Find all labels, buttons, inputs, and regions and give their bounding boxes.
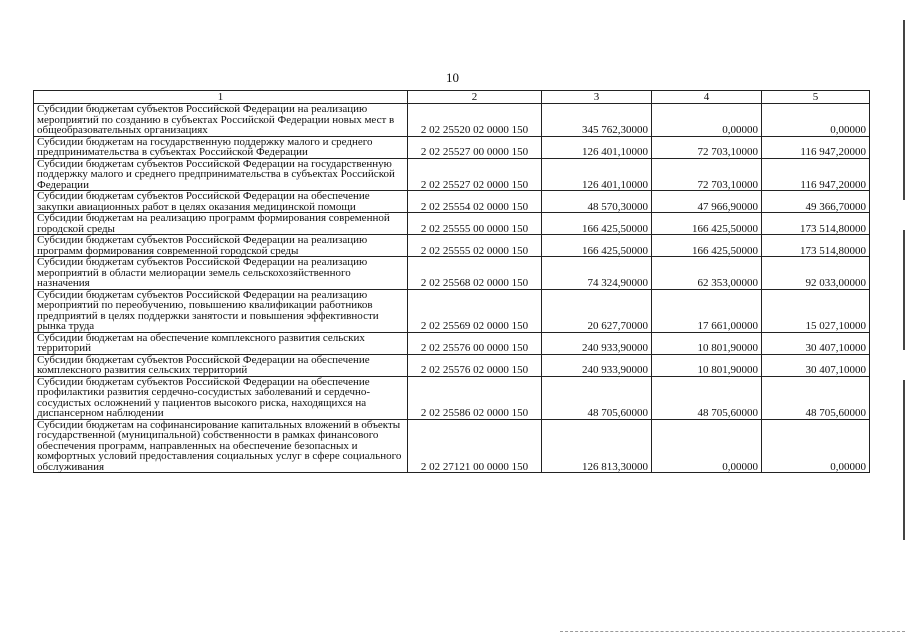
row-value: 0,00000 (652, 104, 762, 137)
row-name: Субсидии бюджетам субъектов Российской Федерации на реализацию программ формирования современной городской среды (34, 235, 408, 257)
row-value: 240 933,90000 (542, 332, 652, 354)
row-value: 92 033,00000 (762, 257, 870, 290)
row-value: 173 514,80000 (762, 213, 870, 235)
table-row (34, 235, 870, 257)
row-name: Субсидии бюджетам на реализацию программ формирования современной городской среды (34, 213, 408, 235)
row-code: 2 02 27121 00 0000 150 (408, 419, 542, 473)
row-value: 72 703,10000 (652, 136, 762, 158)
table-row (34, 354, 870, 376)
row-code: 2 02 25555 00 0000 150 (408, 213, 542, 235)
column-header: 4 (652, 91, 762, 104)
row-value: 0,00000 (652, 419, 762, 473)
row-name: Субсидии бюджетам субъектов Российской Федерации на обеспечение профилактики развития сердечно-сосудистых заболеваний и сердечно-сосудистых осложнений у пациентов высокого риска, находящихся на диспансерном наблюдении (34, 376, 408, 419)
row-code: 2 02 25568 02 0000 150 (408, 257, 542, 290)
table-row (34, 213, 870, 235)
row-value: 345 762,30000 (542, 104, 652, 137)
row-name: Субсидии бюджетам субъектов Российской Федерации на государственную поддержку малого и среднего предпринимательства в субъектах Российской Федерации (34, 158, 408, 191)
row-value: 72 703,10000 (652, 158, 762, 191)
table-row (34, 376, 870, 419)
table-row (34, 332, 870, 354)
row-value: 17 661,00000 (652, 289, 762, 332)
row-name: Субсидии бюджетам субъектов Российской Федерации на реализацию мероприятий в области мелиорации земель сельскохозяйственного назначения (34, 257, 408, 290)
table-row (34, 419, 870, 473)
table-row (34, 191, 870, 213)
row-code: 2 02 25555 02 0000 150 (408, 235, 542, 257)
row-value: 48 705,60000 (542, 376, 652, 419)
row-code: 2 02 25576 00 0000 150 (408, 332, 542, 354)
table-row (34, 136, 870, 158)
table-row (34, 158, 870, 191)
row-code: 2 02 25527 00 0000 150 (408, 136, 542, 158)
table-row (34, 289, 870, 332)
row-name: Субсидии бюджетам субъектов Российской Федерации на обеспечение закупки авиационных работ в целях оказания медицинской помощи (34, 191, 408, 213)
row-value: 116 947,20000 (762, 158, 870, 191)
row-value: 126 401,10000 (542, 158, 652, 191)
row-code: 2 02 25569 02 0000 150 (408, 289, 542, 332)
row-name: Субсидии бюджетам субъектов Российской Федерации на обеспечение комплексного развития сельских территорий (34, 354, 408, 376)
row-name: Субсидии бюджетам на государственную поддержку малого и среднего предпринимательства в субъектах Российской Федерации (34, 136, 408, 158)
scan-bottom-noise (560, 629, 905, 632)
row-value: 116 947,20000 (762, 136, 870, 158)
row-value: 30 407,10000 (762, 354, 870, 376)
row-name: Субсидии бюджетам на обеспечение комплексного развития сельских территорий (34, 332, 408, 354)
row-code: 2 02 25520 02 0000 150 (408, 104, 542, 137)
column-header: 2 (408, 91, 542, 104)
row-value: 240 933,90000 (542, 354, 652, 376)
table-row (34, 257, 870, 290)
row-value: 10 801,90000 (652, 332, 762, 354)
row-value: 62 353,00000 (652, 257, 762, 290)
table-row (34, 104, 870, 137)
page-number: 10 (446, 70, 459, 85)
row-value: 166 425,50000 (542, 213, 652, 235)
row-code: 2 02 25554 02 0000 150 (408, 191, 542, 213)
table-header-row (34, 91, 870, 104)
row-value: 49 366,70000 (762, 191, 870, 213)
row-value: 10 801,90000 (652, 354, 762, 376)
column-header: 5 (762, 91, 870, 104)
row-value: 166 425,50000 (652, 213, 762, 235)
row-name: Субсидии бюджетам на софинансирование капитальных вложений в объекты государственной (муниципальной) собственности в рамках финансового обеспечения программ, направленных на обеспечение безопасных и комфортных условий предоставления социальных услуг в сфере социального обслуживания (34, 419, 408, 473)
column-header: 1 (34, 91, 408, 104)
row-value: 47 966,90000 (652, 191, 762, 213)
row-value: 48 705,60000 (762, 376, 870, 419)
column-header: 3 (542, 91, 652, 104)
row-value: 173 514,80000 (762, 235, 870, 257)
row-value: 15 027,10000 (762, 289, 870, 332)
row-name: Субсидии бюджетам субъектов Российской Федерации на реализацию мероприятий по созданию в субъектах Российской Федерации новых мест в общеобразовательных организациях (34, 104, 408, 137)
row-value: 0,00000 (762, 104, 870, 137)
row-name: Субсидии бюджетам субъектов Российской Федерации на реализацию мероприятий по переобучению, повышению квалификации работников предприятий в целях поддержки занятости и повышения эффективности рынка труда (34, 289, 408, 332)
row-value: 0,00000 (762, 419, 870, 473)
row-value: 48 705,60000 (652, 376, 762, 419)
row-value: 20 627,70000 (542, 289, 652, 332)
row-value: 126 401,10000 (542, 136, 652, 158)
budget-table (33, 90, 870, 473)
row-code: 2 02 25527 02 0000 150 (408, 158, 542, 191)
row-value: 166 425,50000 (652, 235, 762, 257)
row-value: 30 407,10000 (762, 332, 870, 354)
row-code: 2 02 25586 02 0000 150 (408, 376, 542, 419)
row-value: 74 324,90000 (542, 257, 652, 290)
row-value: 48 570,30000 (542, 191, 652, 213)
row-value: 126 813,30000 (542, 419, 652, 473)
row-value: 166 425,50000 (542, 235, 652, 257)
row-code: 2 02 25576 02 0000 150 (408, 354, 542, 376)
